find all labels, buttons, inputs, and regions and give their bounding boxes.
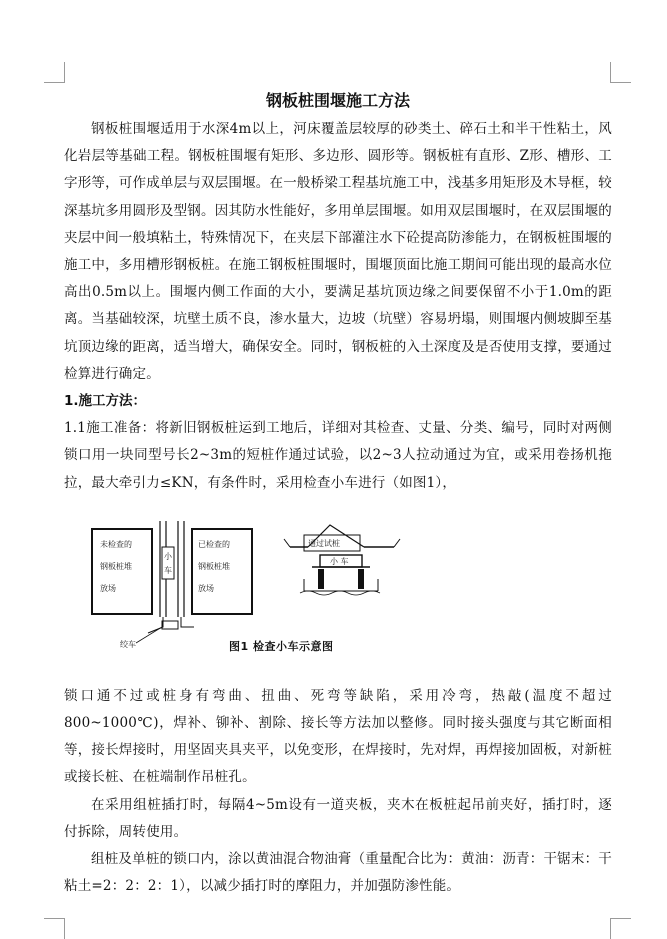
paragraph-lock-repair: 锁口通不过或桩身有弯曲、扭曲、死弯等缺陷，采用冷弯，热敲(温度不超过800~1000℃)，焊补、铆补、割除、接长等方法加以整修。同时接头强度与其它断面相等，接长焊接时，用坚固夹具夹平，以免变形，在焊接时，先对焊，再焊接加固板，对新桩或接长桩、在桩端制作吊桩孔。	[64, 687, 612, 786]
page-corner-mark-top-right	[610, 62, 631, 83]
document-title: 钢板桩围堰施工方法	[265, 91, 410, 110]
checked-yard-label-line1: 已检查的	[198, 539, 230, 549]
paragraph-lock-grease: 组桩及单桩的锁口内，涂以黄油混合物油膏（重量配合比为：黄油：沥青：干锯末：干粘土=2：2：2：1），以减少插打时的摩阻力，并加强防渗性能。	[64, 851, 612, 895]
unchecked-yard-label-line3: 放场	[100, 583, 116, 593]
paragraph-group-pile-clamp: 在采用组桩插打时，每隔4~5m设有一道夹板，夹木在板桩起吊前夹好，插打时，逐付拆除，周转使用。	[64, 796, 612, 840]
cart-vertical-label-bottom: 车	[164, 565, 172, 575]
checked-yard-label-line2: 钢板桩堆	[198, 561, 230, 571]
figure-1-inspection-cart	[64, 517, 612, 667]
cart-vertical-label-top: 小	[164, 551, 172, 561]
cart-leg-right	[358, 569, 364, 589]
test-pile-label: 通过试桩	[308, 538, 340, 548]
page-corner-mark-top-left	[44, 62, 65, 83]
checked-yard-label-line3: 放场	[198, 583, 214, 593]
cart-label: 小 车	[330, 556, 349, 566]
cart-leg-left	[318, 569, 324, 589]
figure-1-caption: 图1 检查小车示意图	[229, 639, 334, 653]
paragraph-1-1-preparation: 1.1施工准备：将新旧钢板桩运到工地后，详细对其检查、丈量、分类、编号，同时对两侧锁口用一块同型号长2~3m的短桩作通过试验，以2~3人拉动通过为宜，或采用卷扬机拖拉，最大牵引力≤KN，有条件时，采用检查小车进行（如图1），	[64, 420, 612, 491]
document-body	[64, 88, 612, 900]
section-heading-construction-method: 1.施工方法：	[64, 393, 147, 410]
intro-paragraph: 钢板桩围堰适用于水深4m以上，河床覆盖层较厚的砂类土、碎石土和半干性粘土，风化岩层等基础工程。钢板桩围堰有矩形、多边形、圆形等。钢板桩有直形、Z形、槽形、工字形等，可作成单层与双层围堰。在一般桥梁工程基坑施工中，浅基多用矩形及木导框，较深基坑多用圆形及型钢。因其防水性能好，多用单层围堰。如用双层围堰时，在双层围堰的夹层中间一般填粘土，特殊情况下，在夹层下部灌注水下砼提高防渗能力，在钢板桩围堰的施工中，多用槽形钢板桩。在施工钢板桩围堰时，围堰顶面比施工期间可能出现的最高水位高出0.5m以上。围堰内侧工作面的大小，要满足基坑顶边缘之间要保留不小于1.0m的距离。当基础较深，坑壁土质不良，渗水量大，边坡（坑壁）容易坍塌，则围堰内侧坡脚至基坑顶边缘的距离，适当增大，确保安全。同时，钢板桩的入土深度及是否使用支撑，要通过检算进行确定。	[64, 121, 612, 382]
winch-label: 绞车	[120, 639, 136, 649]
inspection-cart-diagram	[64, 517, 612, 667]
unchecked-yard-label-line1: 未检查的	[100, 539, 132, 549]
page-corner-mark-bottom-right	[610, 918, 631, 939]
winch-drum	[162, 621, 178, 629]
page-corner-mark-bottom-left	[44, 918, 65, 939]
unchecked-yard-label-line2: 钢板桩堆	[100, 561, 132, 571]
